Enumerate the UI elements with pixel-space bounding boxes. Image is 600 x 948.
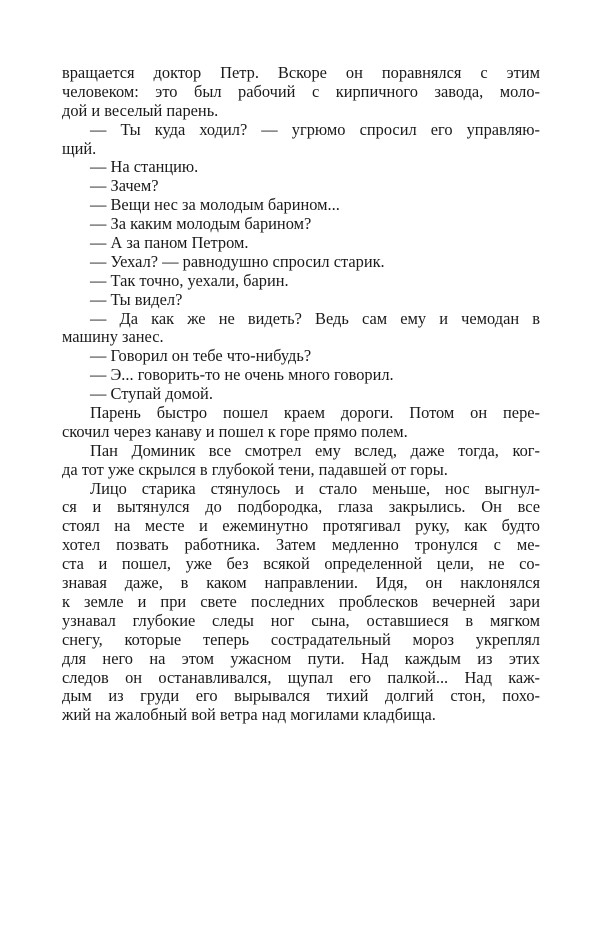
text-line-26: хотел позвать работника. Затем медленно тронулся с ме- [62,535,540,555]
text-line-2: человеком: это был рабочий с кирпичного завода, моло- [62,81,540,101]
text-line-27: ста и пошел, уже без всякой определенной цели, не со- [62,554,540,574]
paragraph-line-1: Парень быстро пошел краем дороги. Потом он пере- [90,403,540,423]
dialogue-line-13: — Ступай домой. [90,384,213,404]
dialogue-line-4: — Вещи нес за молодым барином... [90,195,340,215]
dialogue-line-2: — На станцию. [90,157,199,177]
dialogue-line-3: — Зачем? [90,176,159,196]
text-line-32: для него на этом ужасном пути. Над каждым из этих [62,648,540,668]
text-line-29: к земле и при свете последних проблесков вечерней зари [62,591,540,611]
dialogue-line-7: — Уехал? — равнодушно спросил старик. [90,251,385,271]
dialogue-line-11: — Говорил он тебе что-нибудь? [90,346,312,366]
dialogue-line-1: — Ты куда ходил? — угрюмо спросил его управляю- [90,119,540,139]
paragraph-line-2: Пан Доминик все смотрел ему вслед, даже тогда, ког- [90,440,540,460]
text-line-3: дой и веселый парень. [62,100,219,120]
text-line-25: стоял на месте и ежеминутно протягивал руку, как будто [62,516,540,536]
text-line-24: ся и вытянулся до подбородка, глаза закрылись. Он все [62,497,540,517]
text-line-35: жий на жалобный вой ветра над могилами кладбища. [62,705,436,725]
text-line-34: дым из груди его вырывался тихий долгий стон, похо- [62,686,540,706]
paragraph-line-3: Лицо старика стянулось и стало меньше, нос выгнул- [90,478,540,498]
text-line-20: скочил через канаву и пошел к горе прямо полем. [62,421,408,441]
dialogue-line-12: — Э... говорить-то не очень много говорил. [90,365,394,385]
text-line-33: следов он останавливался, щупал его палкой... Над каж- [62,667,540,687]
dialogue-line-10: — Да как же не видеть? Ведь сам ему и чемодан в [90,308,540,328]
text-line-5: щий. [62,138,97,158]
dialogue-line-5: — За каким молодым барином? [90,214,312,234]
text-line-31: снегу, которые теперь сострадательный мороз укреплял [62,629,540,649]
text-line-1: вращается доктор Петр. Вскоре он поравнялся с этим [62,63,540,82]
dialogue-line-6: — А за паном Петром. [90,233,249,253]
text-line-28: знавая даже, в каком направлении. Идя, он наклонялся [62,573,540,593]
page-text [62,64,540,725]
text-line-30: узнавал глубокие следы ног сына, оставшиеся в мягком [62,610,540,630]
text-line-22: да тот уже скрылся в глубокой тени, падавшей от горы. [62,459,448,479]
text-line-15: машину занес. [62,327,164,347]
dialogue-line-9: — Ты видел? [90,289,183,309]
dialogue-line-8: — Так точно, уехали, барин. [90,270,289,290]
